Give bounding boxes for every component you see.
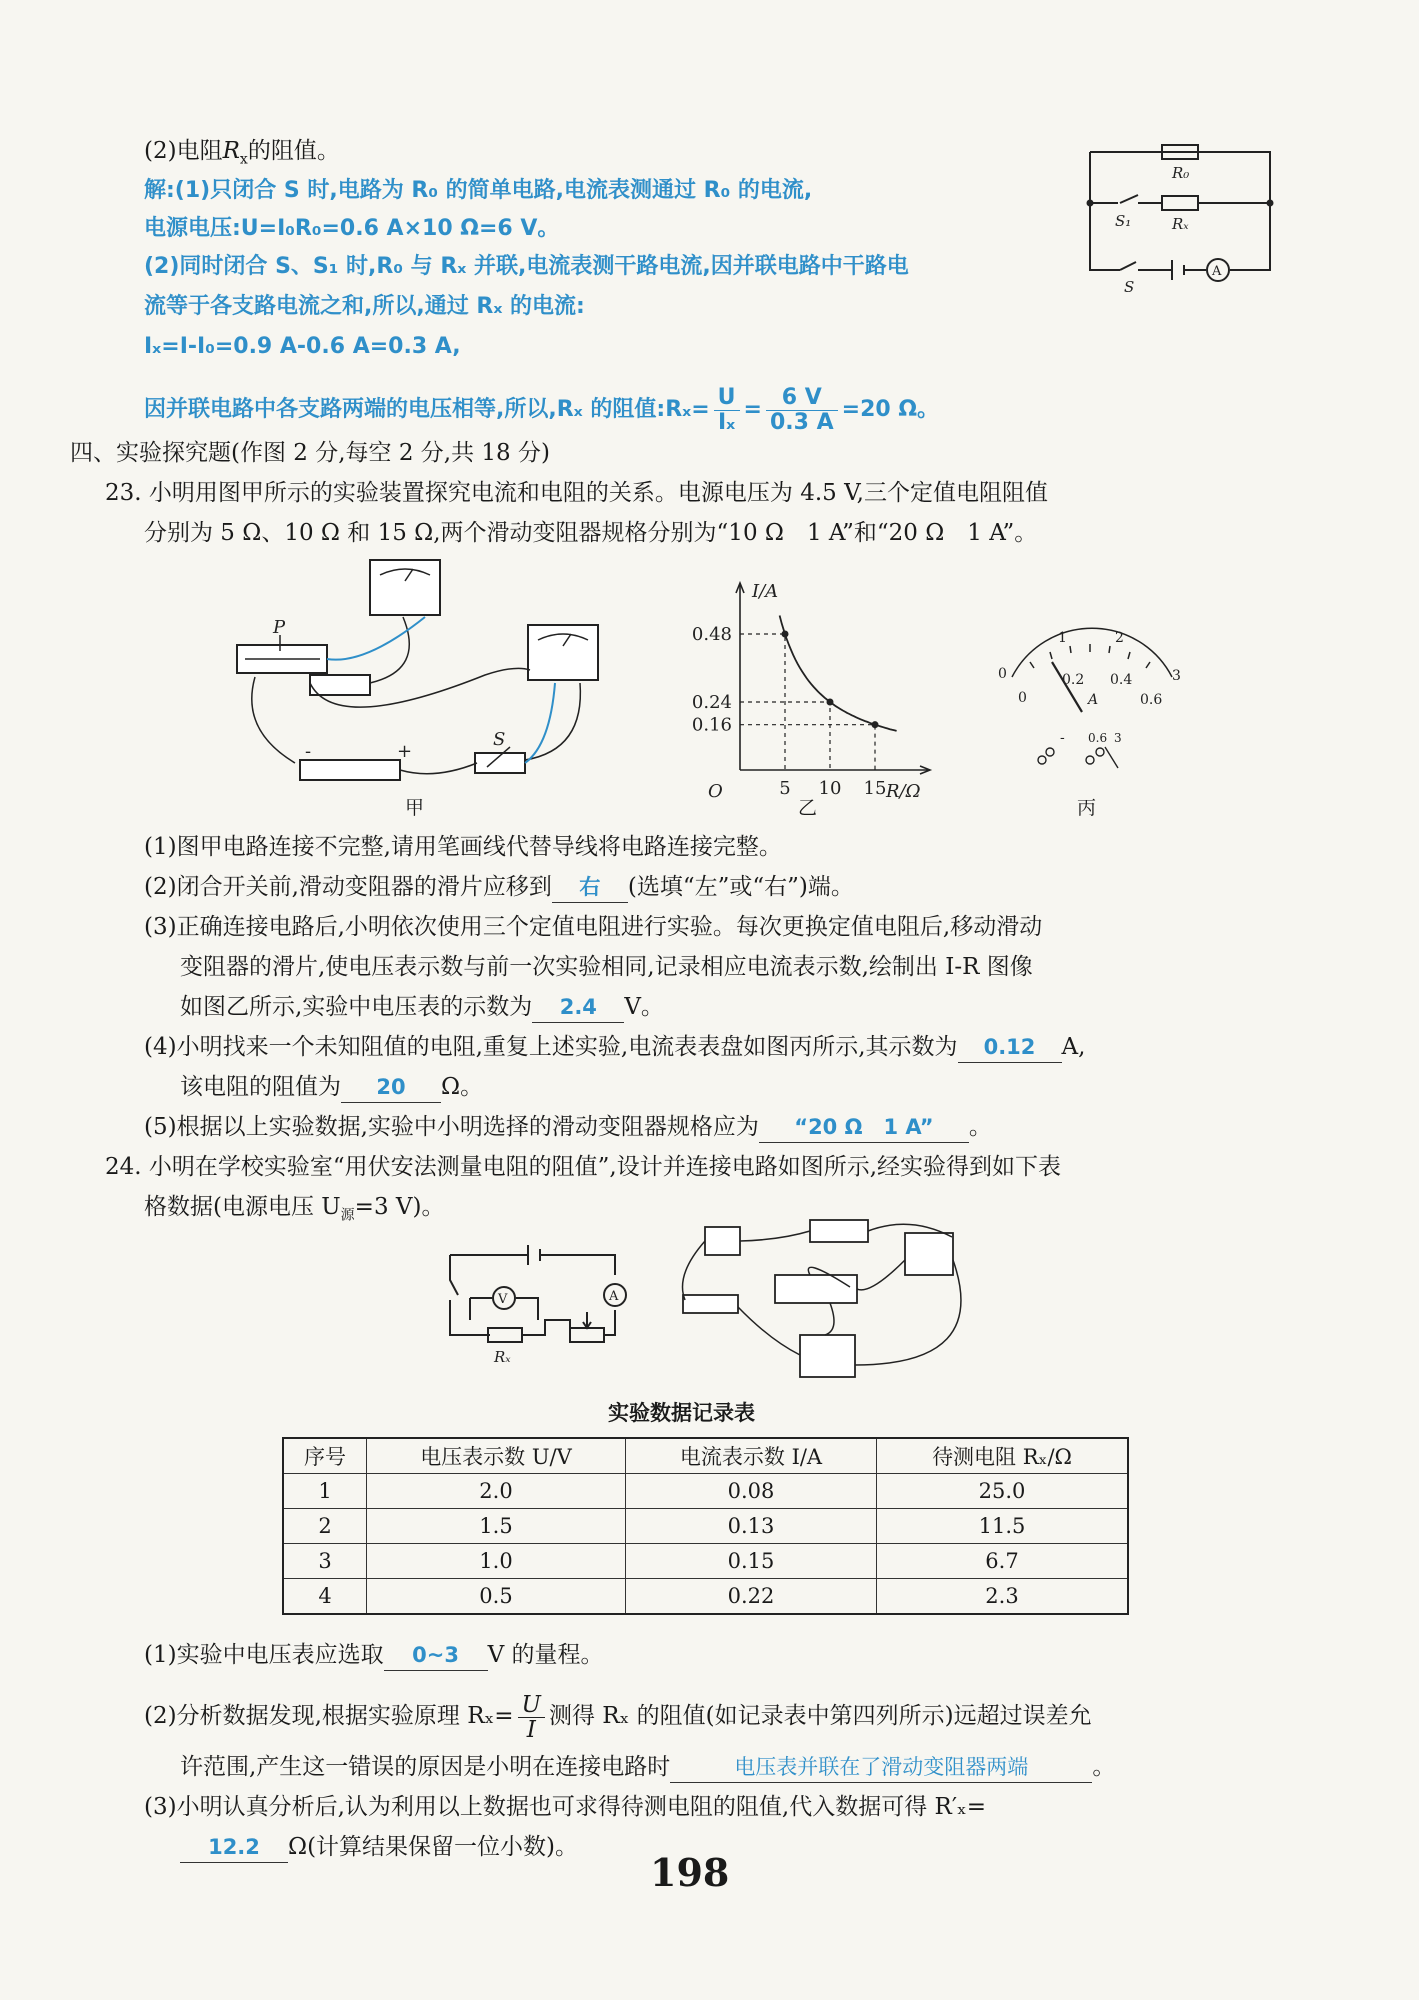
q24-stem-line1: 24. 小明在学校实验室“用伏安法测量电阻的阻值”,设计并连接电路如图所示,经实验得到如下表 bbox=[105, 1154, 1062, 1180]
q23-part1: (1)图甲电路连接不完整,请用笔画线代替导线将电路连接完整。 bbox=[144, 834, 782, 860]
label-s: S bbox=[1124, 278, 1135, 296]
dial-s04: 0.4 bbox=[1110, 672, 1133, 688]
switch bbox=[705, 1227, 740, 1255]
label-plus: + bbox=[397, 741, 413, 762]
q24-circuit-schematic bbox=[440, 1240, 640, 1370]
q24-part1: (1)实验中电压表应选取 0~3 V 的量程。 bbox=[144, 1640, 604, 1671]
cell-voltage: 0.5 bbox=[367, 1579, 626, 1615]
caption-yi: 乙 bbox=[798, 797, 818, 819]
q23-part3-line3: 如图乙所示,实验中电压表的示数为 2.4 V。 bbox=[180, 992, 664, 1023]
y-axis-label: I/A bbox=[752, 581, 779, 602]
i-r-curve bbox=[780, 616, 897, 731]
answer-blank-slider: 右 bbox=[552, 872, 628, 903]
fixed-resistor bbox=[810, 1220, 868, 1242]
q22-solution-line1: 解:(1)只闭合 S 时,电路为 R₀ 的简单电路,电流表测通过 R₀ 的电流, bbox=[144, 178, 813, 203]
answer-blank-error-reason: 电压表并联在了滑动变阻器两端 bbox=[670, 1752, 1092, 1783]
data-point bbox=[872, 721, 879, 728]
data-point bbox=[782, 631, 789, 638]
cell-current: 0.13 bbox=[626, 1509, 877, 1544]
slide-rheostat bbox=[775, 1275, 857, 1303]
answer-blank-resistance: 20 bbox=[341, 1072, 441, 1103]
q24-stem-line2: 格数据(电源电压 $U_源=3$ V)。 bbox=[144, 1194, 445, 1224]
schematic-rx-label: Rₓ bbox=[494, 1348, 511, 1366]
header-current: 电流表示数 I/A bbox=[626, 1438, 877, 1474]
q22-solution-line6: 因并联电路中各支路两端的电压相等,所以,Rₓ 的阻值:Rₓ= $\frac{U}{\text{Iₓ}}$ = $\frac{6 V}{0.3 A}$ =20 Ω。 bbox=[144, 384, 940, 435]
cell-index: 1 bbox=[283, 1474, 367, 1509]
guide-line bbox=[740, 634, 785, 770]
answer-blank-rheostat: “20 Ω 1 A” bbox=[759, 1112, 969, 1143]
answer-blank-voltage: 2.4 bbox=[532, 992, 624, 1023]
fraction-u-over-ix: $\frac{U}{\text{Iₓ}}$ bbox=[714, 386, 740, 435]
table-row bbox=[283, 1474, 1128, 1509]
terminal-06: 0.6 bbox=[1088, 731, 1108, 745]
header-resistance: 待测电阻 Rₓ/Ω bbox=[877, 1438, 1129, 1474]
dial-n2: 2 bbox=[1115, 630, 1124, 646]
q23-part2: (2)闭合开关前,滑动变阻器的滑片应移到 右 (选填“左”或“右”)端。 bbox=[144, 872, 854, 903]
label-r0: R₀ bbox=[1172, 164, 1190, 182]
q24-apparatus-sketch bbox=[660, 1215, 990, 1390]
table-row bbox=[283, 1509, 1128, 1544]
q24-part2-line1: (2)分析数据发现,根据实验原理 Rₓ= $\frac{U}{I}$ 测得 Rₓ 的阻值(如记录表中第四列所示)远超过误差允 bbox=[144, 1691, 1092, 1743]
table-row bbox=[283, 1544, 1128, 1579]
cell-current: 0.08 bbox=[626, 1474, 877, 1509]
cell-resistance: 11.5 bbox=[877, 1509, 1129, 1544]
label-s: S bbox=[493, 729, 506, 750]
schematic-voltmeter-label: V bbox=[498, 1292, 508, 1307]
table-header-row bbox=[283, 1438, 1128, 1474]
answer-blank-current: 0.12 bbox=[958, 1032, 1062, 1063]
label-p: P bbox=[273, 617, 286, 638]
cell-index: 4 bbox=[283, 1579, 367, 1615]
q24-part2-line2: 许范围,产生这一错误的原因是小明在连接电路时 电压表并联在了滑动变阻器两端 。 bbox=[180, 1752, 1115, 1783]
q23-stem-line2: 分别为 5 Ω、10 Ω 和 15 Ω,两个滑动变阻器规格分别为“10 Ω 1 A”和“20 Ω 1 A”。 bbox=[144, 520, 1038, 546]
battery bbox=[300, 760, 400, 780]
q23-part4-line2: 该电阻的阻值为 20 Ω。 bbox=[180, 1072, 483, 1103]
q23-stem-line1: 23. 小明用图甲所示的实验装置探究电流和电阻的关系。电源电压为 4.5 V,三个定值电阻阻值 bbox=[105, 480, 1048, 506]
dial-unit: A bbox=[1088, 692, 1099, 708]
y-tick-024: 0.24 bbox=[691, 692, 732, 713]
dial-n1: 1 bbox=[1058, 630, 1067, 646]
dial-s02: 0.2 bbox=[1062, 672, 1085, 688]
cell-current: 0.15 bbox=[626, 1544, 877, 1579]
dial-n0: 0 bbox=[998, 666, 1007, 682]
cell-resistance: 2.3 bbox=[877, 1579, 1129, 1615]
figure-jia-apparatus bbox=[225, 555, 625, 785]
answer-blank-range: 0~3 bbox=[384, 1640, 488, 1671]
dial-n3: 3 bbox=[1172, 668, 1181, 684]
label-s1: S₁ bbox=[1115, 212, 1132, 230]
cell-index: 3 bbox=[283, 1544, 367, 1579]
q24-part3-line2: 12.2 Ω(计算结果保留一位小数)。 bbox=[180, 1832, 578, 1863]
y-tick-016: 0.16 bbox=[691, 714, 732, 736]
q22-solution-line4: 流等于各支路电流之和,所以,通过 Rₓ 的电流: bbox=[144, 294, 585, 319]
header-index: 序号 bbox=[283, 1438, 367, 1474]
fraction-6v-over-03a: $\frac{6 V}{0.3 A}$ bbox=[766, 386, 838, 435]
section-4-heading: 四、实验探究题(作图 2 分,每空 2 分,共 18 分) bbox=[70, 440, 550, 466]
guide-line bbox=[740, 725, 875, 770]
origin-label: O bbox=[708, 781, 723, 800]
data-point bbox=[827, 699, 834, 706]
caption-bing: 丙 bbox=[1077, 797, 1097, 819]
cell-resistance: 25.0 bbox=[877, 1474, 1129, 1509]
data-record-table bbox=[282, 1437, 1129, 1615]
schematic-ammeter-label: A bbox=[609, 1289, 619, 1304]
q23-part3-line1: (3)正确连接电路后,小明依次使用三个定值电阻进行实验。每次更换定值电阻后,移动滑动 bbox=[144, 914, 1043, 940]
x-tick-5: 5 bbox=[779, 778, 791, 799]
figure-bing-ammeter-dial bbox=[990, 622, 1190, 782]
q22-part2: (2)电阻$R_x$的阻值。 bbox=[144, 138, 340, 168]
cell-voltage: 2.0 bbox=[367, 1474, 626, 1509]
q23-part3-line2: 变阻器的滑片,使电压表示数与前一次实验相同,记录相应电流表示数,绘制出 I-R 图像 bbox=[180, 954, 1033, 980]
cell-voltage: 1.0 bbox=[367, 1544, 626, 1579]
table-row bbox=[283, 1579, 1128, 1615]
cell-resistance: 6.7 bbox=[877, 1544, 1129, 1579]
q22-solution-line5: Iₓ=I-I₀=0.9 A-0.6 A=0.3 A, bbox=[144, 334, 461, 359]
caption-jia: 甲 bbox=[405, 797, 425, 819]
ammeter-label: A bbox=[1212, 264, 1222, 279]
terminal-minus: - bbox=[1060, 730, 1065, 746]
dial-s06: 0.6 bbox=[1140, 692, 1163, 708]
fixed-resistor bbox=[310, 675, 370, 695]
cell-index: 2 bbox=[283, 1509, 367, 1544]
header-voltage: 电压表示数 U/V bbox=[367, 1438, 626, 1474]
voltmeter bbox=[800, 1335, 855, 1377]
x-tick-10: 10 bbox=[818, 778, 842, 799]
cell-voltage: 1.5 bbox=[367, 1509, 626, 1544]
q23-part4-line1: (4)小明找来一个未知阻值的电阻,重复上述实验,电流表表盘如图丙所示,其示数为 0.12 A, bbox=[144, 1032, 1085, 1063]
fraction-u-over-i: $\frac{U}{I}$ bbox=[518, 1693, 545, 1742]
label-minus: - bbox=[305, 741, 312, 762]
q22-circuit-diagram bbox=[1080, 140, 1280, 300]
cell-current: 0.22 bbox=[626, 1579, 877, 1615]
answer-blank-computed-resistance: 12.2 bbox=[180, 1832, 288, 1863]
q22-solution-line3: (2)同时闭合 S、S₁ 时,R₀ 与 Rₓ 并联,电流表测干路电流,因并联电路中干路电 bbox=[144, 254, 909, 279]
x-axis-label: R/Ω bbox=[886, 781, 921, 800]
figure-yi-chart bbox=[690, 575, 950, 800]
page-number: 198 bbox=[650, 1850, 730, 1895]
label-rx: Rₓ bbox=[1172, 215, 1189, 233]
table-title: 实验数据记录表 bbox=[608, 1401, 755, 1425]
ammeter bbox=[905, 1233, 953, 1275]
x-tick-15: 15 bbox=[863, 778, 887, 799]
battery bbox=[683, 1295, 738, 1313]
dial-s0: 0 bbox=[1018, 690, 1027, 706]
q22-solution-line2: 电源电压:U=I₀R₀=0.6 A×10 Ω=6 V。 bbox=[144, 216, 560, 241]
terminal-3: 3 bbox=[1114, 731, 1122, 745]
q23-part5: (5)根据以上实验数据,实验中小明选择的滑动变阻器规格应为 “20 Ω 1 A” 。 bbox=[144, 1112, 992, 1143]
y-tick-048: 0.48 bbox=[691, 624, 732, 645]
dial-arc bbox=[1012, 628, 1172, 677]
q24-part3-line1: (3)小明认真分析后,认为利用以上数据也可求得待测电阻的阻值,代入数据可得 R′ₓ= bbox=[144, 1794, 987, 1820]
